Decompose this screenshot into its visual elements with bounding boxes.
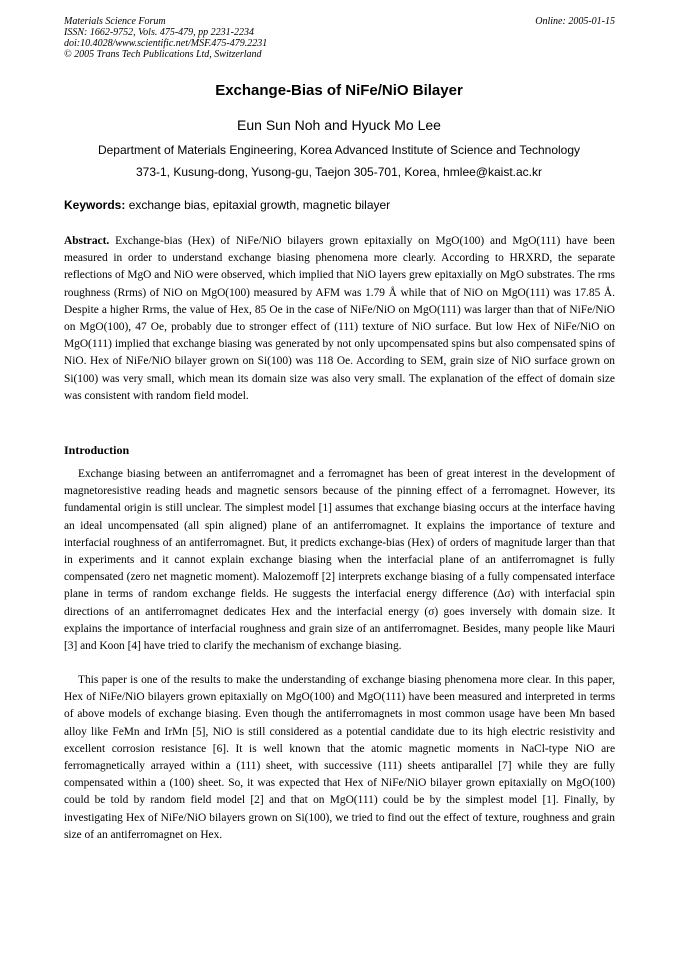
doi-line: doi:10.4028/www.scientific.net/MSF.475-479.2231 xyxy=(64,38,268,49)
affiliation-line-1: Department of Materials Engineering, Korea Advanced Institute of Science and Technology xyxy=(97,143,581,157)
paper-title: Exchange-Bias of NiFe/NiO Bilayer xyxy=(215,82,463,99)
abstract-text: Exchange-bias (Hex) of NiFe/NiO bilayers grown epitaxially on MgO(100) and MgO(111) have been measured in order to understand exchange biasing phenomena more clearly. According to HRXRD, the separate reflections of MgO and NiO were observed, which implied that NiO layers grew epitaxially on MgO substrates. The rms roughness (Rrms) of NiO on MgO(100) measured by AFM was 1.79 Å while that of NiO on MgO(111) was 17.85 Å. Despite a higher Rrms, the value of Hex, 85 Oe in the case of NiFe/NiO on MgO(111) was larger than that of NiFe/NiO on MgO(100), 47 Oe, probably due to stronger effect of (111) texture of NiO surface. But low Hex of NiFe/NiO on MgO(111) implied that exchange biasing was generated by not only upcompensated spins but also compensated spins of NiO. Hex of NiFe/NiO bilayer grown on Si(100) was 118 Oe. According to SEM, grain size of NiO surface grown on Si(100) was very small, which mean its domain size was also very small. The explanation of the effect of domain size was consistent with random field model. xyxy=(64,235,615,402)
abstract xyxy=(64,233,615,405)
issn-line: ISSN: 1662-9752, Vols. 475-479, pp 2231-2234 xyxy=(64,27,254,38)
online-date: Online: 2005-01-15 xyxy=(535,16,615,27)
paper-authors: Eun Sun Noh and Hyuck Mo Lee xyxy=(237,117,441,133)
journal-name: Materials Science Forum xyxy=(64,16,166,27)
introduction-heading: Introduction xyxy=(64,443,130,457)
abstract-label: Abstract. xyxy=(64,235,110,247)
header-metadata xyxy=(64,16,615,60)
keywords-text: exchange bias, epitaxial growth, magnetic bilayer xyxy=(125,198,391,212)
keywords-label: Keywords: xyxy=(64,198,126,212)
introduction-paragraph-2: This paper is one of the results to make the understanding of exchange biasing phenomena more clear. In this paper, Hex of NiFe/NiO bilayers grown epitaxially on MgO(100) and MgO(111) have been measured and interpreted in terms of above models of exchange biasing. Even though the antiferromagnets in most common usage have been Mn based alloy like FeMn and IrMn [5], NiO is still considered as a potential candidate due to its high electric resistivity and excellent corrosion resistance [6]. It is well known that the atomic magnetic moments in NaCl-type NiO are ferromagnetically arrayed within a (111) sheet, with successive (111) sheets antiparallel [7] while they are fully compensated within a (100) sheet. So, it was expected that Hex of NiFe/NiO bilayer grown epitaxially on MgO(100) could be told by random field model [2] and that on MgO(111) could be by the simplest model [1]. Finally, by investigating Hex of NiFe/NiO bilayers grown on Si(100), we tried to find out the effect of texture, roughness and grain size of an antiferromagnet on Hex. xyxy=(64,674,615,841)
affiliation-line-2: 373-1, Kusung-dong, Yusong-gu, Taejon 305-701, Korea, hmlee@kaist.ac.kr xyxy=(135,165,542,179)
copyright-line: © 2005 Trans Tech Publications Ltd, Switzerland xyxy=(64,49,262,60)
keywords xyxy=(64,198,615,212)
introduction-paragraph-1: Exchange biasing between an antiferromagnet and a ferromagnet has been of great interest in the development of magnetoresistive reading heads and magnetic sensors because of the pinning effect of a ferromagnet. However, its fundamental origin is still unclear. The simplest model [1] assumes that exchange biasing occurs at the interface having an ideal uncompensated (all spin aligned) plane of an antiferromagnet. It explains the importance of texture and interfacial roughness of an antiferromagnet. But, it predicts exchange-bias (Hex) of orders of magnitude larger than that in experiments and it cannot explain exchange biasing when the interfacial plane of an antiferromagnet is fully compensated (zero net magnetic moment). Malozemoff [2] interprets exchange biasing of a fully compensated interface plane in terms of random exchange fields. He suggests the interfacial energy difference (Δσ) with interfacial spin directions of an antiferromagnet dedicates Hex and the interfacial energy (σ) goes inversely with domain size. It explains the importance of interfacial roughness and grain size of an antiferromagnet. Besides, many people like Mauri [3] and Koon [4] have tried to clarify the mechanism of exchange biasing. xyxy=(64,468,615,653)
